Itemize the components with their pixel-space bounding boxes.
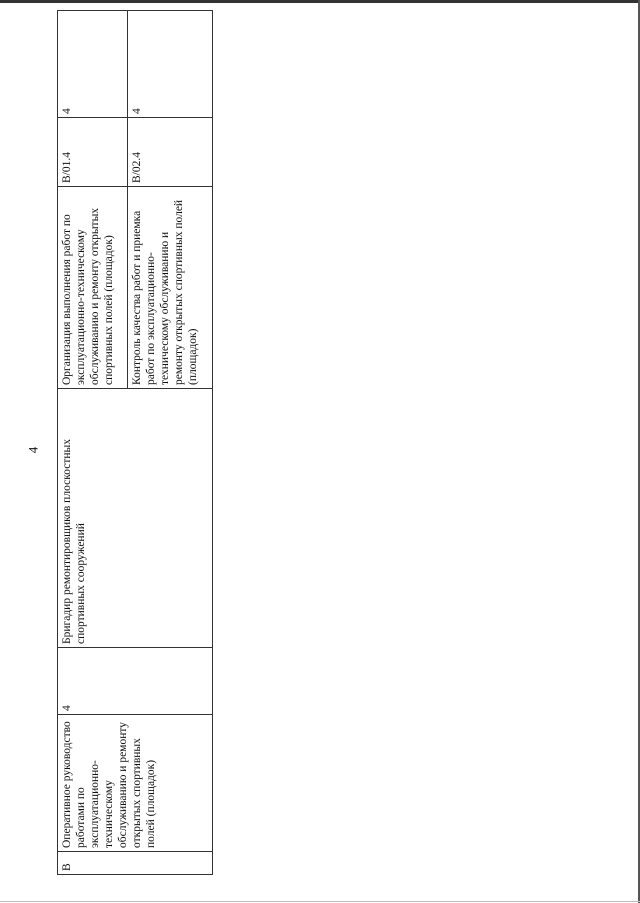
task-code: B/01.4 xyxy=(58,118,128,187)
function-letter: В xyxy=(58,852,213,875)
functions-table-wrapper xyxy=(57,60,213,875)
task-level: 4 xyxy=(58,11,128,118)
page-number: 4 xyxy=(25,446,41,454)
task-name: Организация выполнения работ по эксплуатационно-техническому обслуживанию и ремонту открытых спортивных полей (площадок) xyxy=(58,187,128,389)
task-level: 4 xyxy=(127,11,212,118)
function-name: Оперативное руководство работами по эксплуатационно-техническому обслуживанию и ремонту открытых спортивных полей (площадок) xyxy=(58,715,213,852)
position-name: Бригадир ремонтировщиков плоскостных спортивных сооружений xyxy=(58,389,213,648)
scan-edge-top xyxy=(0,0,640,3)
task-code: B/02.4 xyxy=(127,118,212,187)
task-name: Контроль качества работ и приемка работ по эксплуатационно-техническому обслуживанию и ремонту открытых спортивных полей (площадок) xyxy=(127,187,212,389)
functions-table xyxy=(57,10,213,875)
scan-edge-bottom xyxy=(0,901,640,902)
qualification-level: 4 xyxy=(58,648,213,715)
table-row xyxy=(58,11,128,875)
